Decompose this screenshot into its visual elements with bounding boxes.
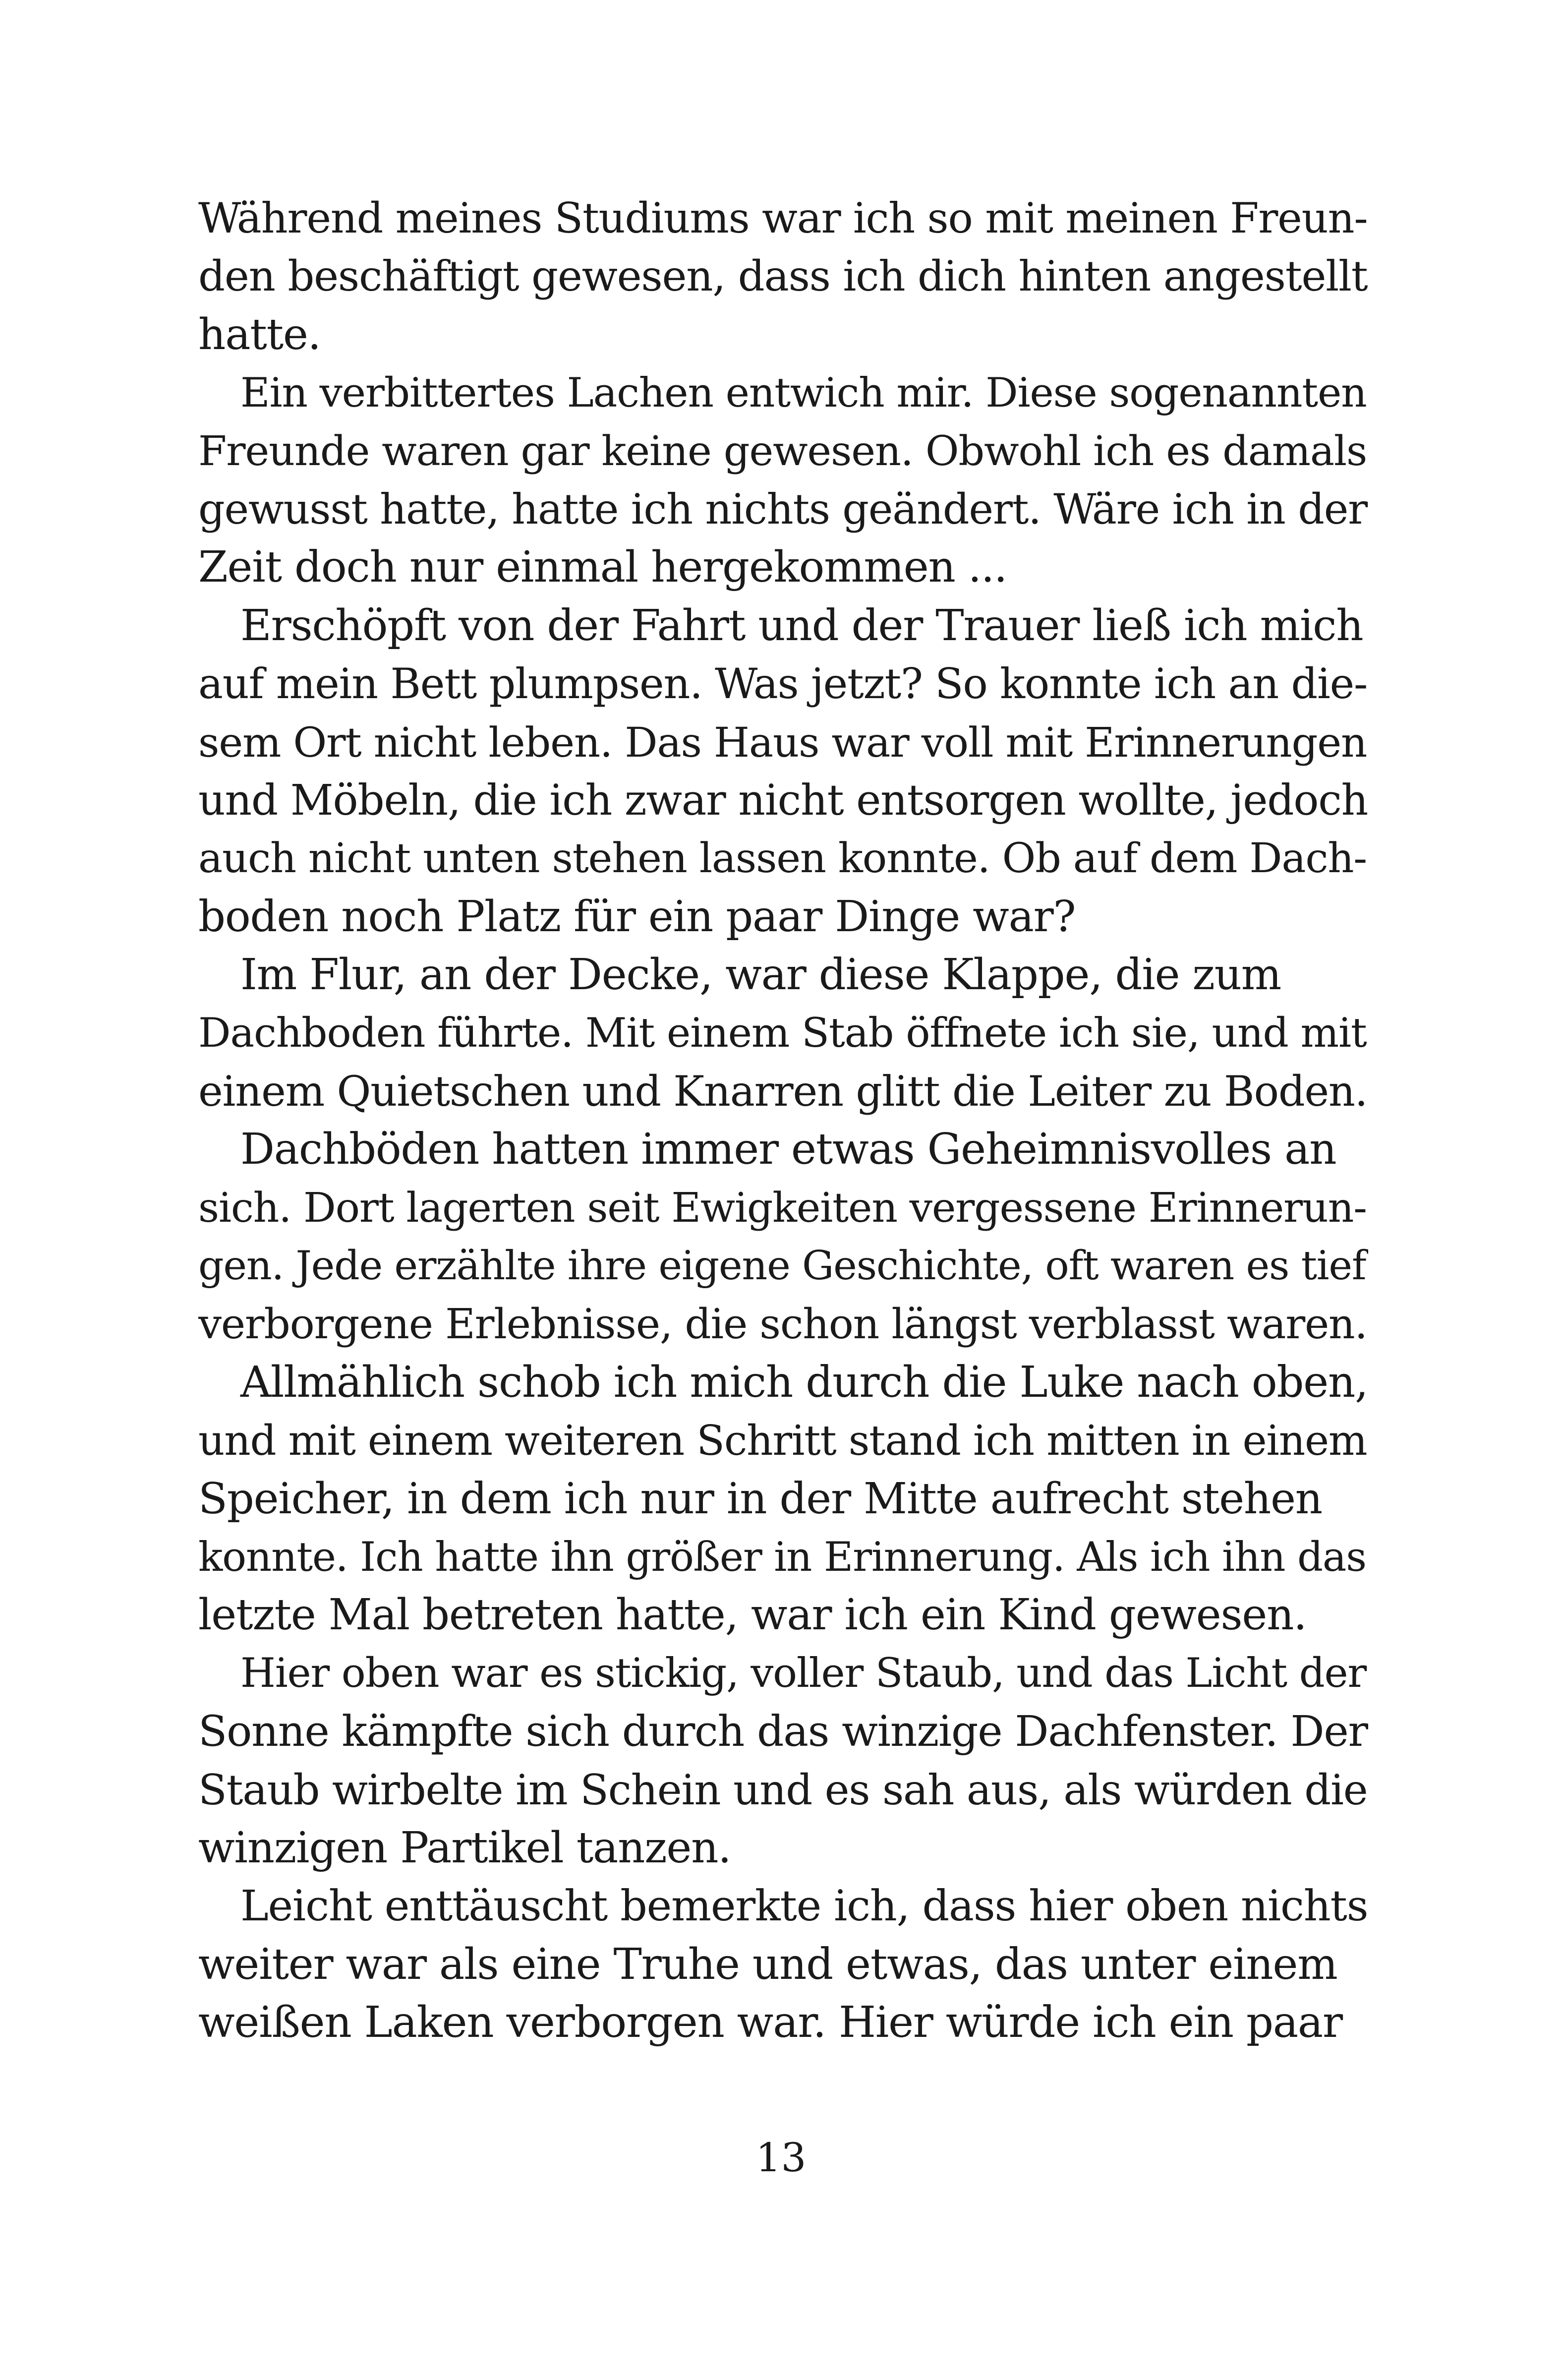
text-line: Zeit doch nur einmal hergekommen ... <box>198 542 1007 593</box>
text-line: sem Ort nicht leben. Das Haus war voll mit Erinnerungen <box>198 718 1367 767</box>
paragraph-first-line: Allmählich schob ich mich durch die Luke nach oben, <box>240 1357 1368 1407</box>
text-line: winzigen Partikel tanzen. <box>198 1823 731 1873</box>
text-line: boden noch Platz für ein paar Dinge war? <box>198 892 1076 942</box>
text-line: Während meines Studiums war ich so mit meinen Freun- <box>198 194 1368 242</box>
text-line: Dachboden führte. Mit einem Stab öffnete ich sie, und mit <box>198 1010 1367 1057</box>
paragraph-first-line: Erschöpft von der Fahrt und der Trauer ließ ich mich <box>240 600 1363 651</box>
text-line: Speicher, in dem ich nur in der Mitte aufrecht stehen <box>198 1474 1322 1524</box>
text-line: sich. Dort lagerten seit Ewigkeiten vergessene Erinnerun- <box>198 1184 1367 1232</box>
text-line: weiter war als eine Truhe und etwas, das unter einem <box>198 1939 1337 1989</box>
text-line: einem Quietschen und Knarren glitt die Leiter zu Boden. <box>198 1067 1368 1116</box>
paragraph-first-line: Ein verbittertes Lachen entwich mir. Diese sogenannten <box>240 369 1367 417</box>
text-line: Staub wirbelte im Schein und es sah aus, als würden die <box>198 1765 1368 1814</box>
text-line: letzte Mal betreten hatte, war ich ein Kind gewesen. <box>198 1590 1307 1640</box>
text-line: den beschäftigt gewesen, dass ich dich hinten angestellt <box>198 252 1368 301</box>
body-text <box>198 189 1368 2052</box>
text-line: gen. Jede erzählte ihre eigene Geschichte, oft waren es tief <box>198 1243 1366 1290</box>
page-number: 13 <box>755 2135 807 2181</box>
text-line: gewusst hatte, hatte ich nichts geändert. Wäre ich in der <box>198 484 1368 534</box>
text-line: Freunde waren gar keine gewesen. Obwohl ich es damals <box>198 427 1367 475</box>
text-line: weißen Laken verborgen war. Hier würde ich ein paar <box>198 1998 1342 2048</box>
text-line: konnte. Ich hatte ihn größer in Erinnerung. Als ich ihn das <box>198 1533 1366 1581</box>
text-line: auch nicht unten stehen lassen konnte. Ob auf dem Dach- <box>198 834 1367 883</box>
text-line: und Möbeln, die ich zwar nicht entsorgen wollte, jedoch <box>198 775 1368 825</box>
paragraph-first-line: Im Flur, an der Decke, war diese Klappe, die zum <box>240 950 1281 1000</box>
text-line: verborgene Erlebnisse, die schon längst verblasst waren. <box>198 1300 1367 1349</box>
text-line: Sonne kämpfte sich durch das winzige Dachfenster. Der <box>198 1707 1368 1757</box>
paragraph-first-line: Leicht enttäuscht bemerkte ich, dass hier oben nichts <box>240 1882 1368 1931</box>
text-line: hatte. <box>198 309 321 359</box>
text-line: auf mein Bett plumpsen. Was jetzt? So konnte ich an die- <box>198 659 1368 709</box>
text-line: und mit einem weiteren Schritt stand ich mitten in einem <box>198 1417 1367 1465</box>
paragraph-first-line: Hier oben war es stickig, voller Staub, und das Licht der <box>240 1650 1367 1697</box>
paragraph-first-line: Dachböden hatten immer etwas Geheimnisvolles an <box>240 1125 1336 1175</box>
